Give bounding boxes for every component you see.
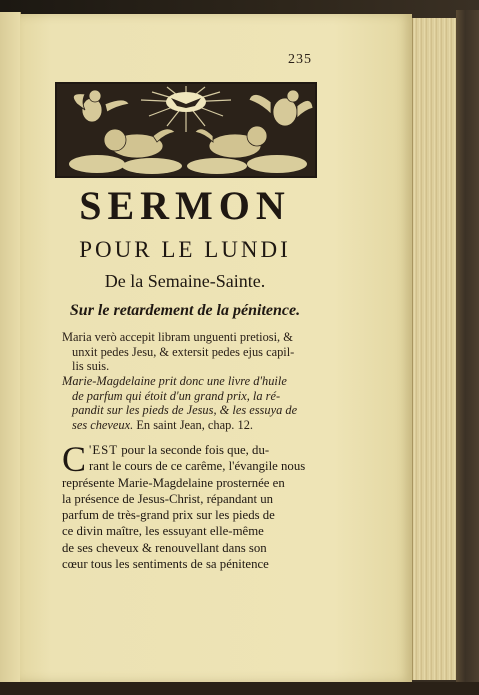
drop-cap: C <box>62 439 87 479</box>
bible-reference: En saint Jean, chap. 12. <box>136 417 253 432</box>
previous-page-edge <box>0 12 21 682</box>
latin-line: Maria verò accepit libram unguenti pretiosi, & <box>62 330 293 344</box>
page-number: 235 <box>288 52 312 67</box>
engraved-vignette <box>55 82 317 178</box>
sermon-day: De la Semaine-Sainte. <box>104 271 266 291</box>
sermon-title: SERMON <box>79 183 291 228</box>
sermon-subtitle: POUR LE LUNDI <box>79 237 291 262</box>
body-line: cœur tous les sentiments de sa pénitence <box>62 557 269 572</box>
book-binding <box>456 10 479 690</box>
latin-line: unxit pedes Jesu, & extersit pedes ejus capil- <box>72 344 295 359</box>
french-epigraph <box>62 374 317 432</box>
first-word-rest: 'EST <box>89 443 119 457</box>
body-line: rant le cours de ce carême, l'évangile nous <box>89 459 306 474</box>
french-line: de parfum qui étoit d'un grand prix, la ré- <box>72 388 281 403</box>
body-line: de ses cheveux & renouvellant dans son <box>62 540 267 555</box>
french-line: Marie-Magdelaine prit donc une livre d'huile <box>62 374 287 388</box>
body-line: la présence de Jesus-Christ, répandant un <box>62 491 274 506</box>
book-bottom-edge <box>0 682 479 695</box>
french-line-last <box>62 418 317 433</box>
page-stack-edges <box>412 18 457 680</box>
body-first-line <box>62 442 317 458</box>
latin-line: lis suis. <box>72 359 110 373</box>
body-line: représente Marie-Magdelaine prosternée en <box>62 475 285 490</box>
french-line: pandit sur les pieds de Jesus, & les essuya de <box>72 403 298 417</box>
sermon-subject: Sur le retardement de la pénitence. <box>69 302 301 319</box>
latin-epigraph <box>62 330 317 374</box>
body-line: parfum de très-grand prix sur les pieds de <box>62 508 275 523</box>
body-line: pour la seconde fois que, du- <box>118 443 270 457</box>
french-line: ses cheveux. <box>72 417 134 432</box>
body-line: ce divin maître, les essuyant elle-même <box>62 524 264 539</box>
sermon-body <box>62 439 317 572</box>
